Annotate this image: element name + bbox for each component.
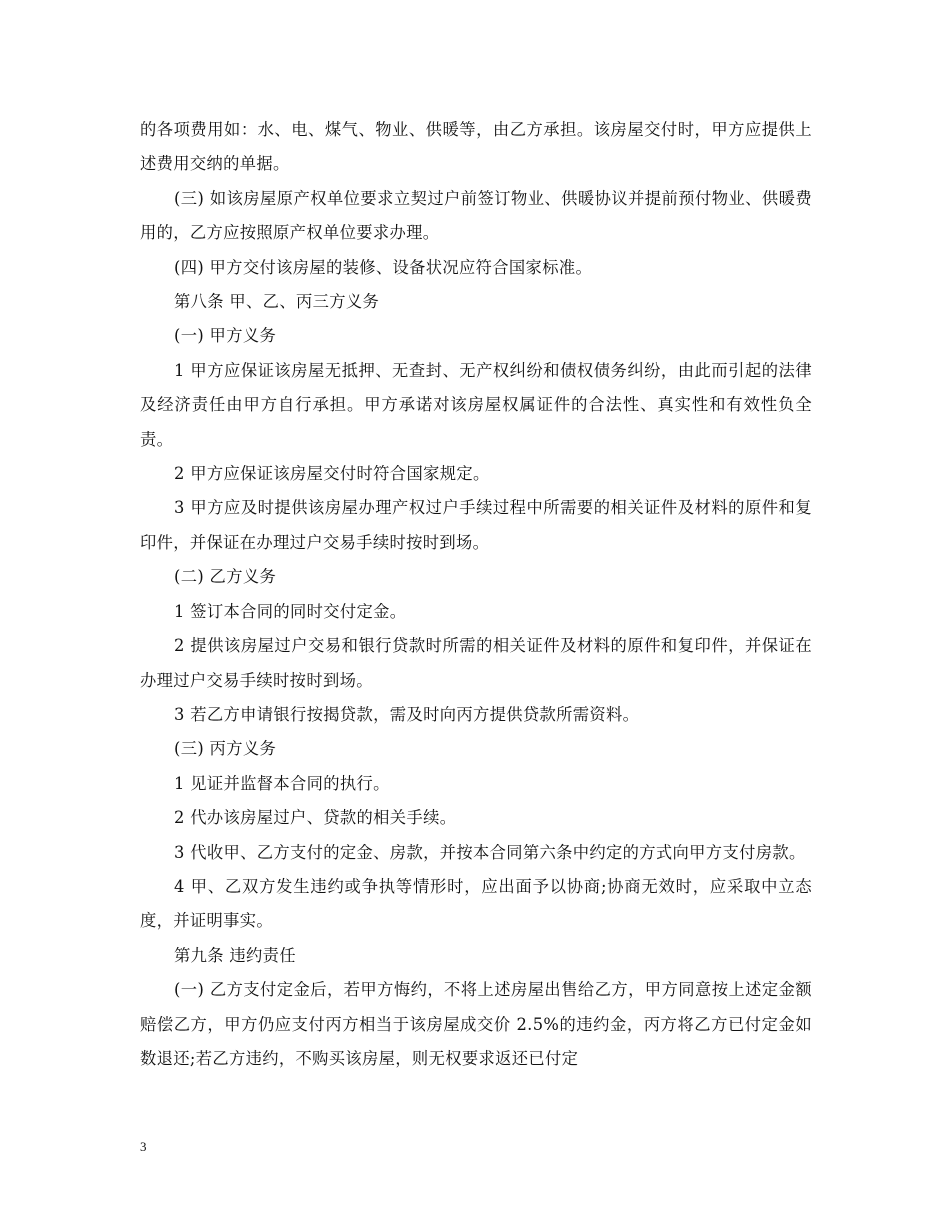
paragraph-party-a-item-2: 2 甲方应保证该房屋交付时符合国家规定。 (174, 464, 490, 484)
paragraph-party-c-item-3: 3 代收甲、乙方支付的定金、房款，并按本合同第六条中约定的方式向甲方支付房款。 (174, 842, 806, 862)
paragraph-party-b-item-3: 3 若乙方申请银行按揭贷款，需及时向丙方提供贷款所需资料。 (174, 704, 640, 724)
paragraph-party-c-item-4: 4 甲、乙双方发生违约或争执等情形时，应出面予以协商;协商无效时，应采取中立态度，并证明事实。 (140, 876, 812, 931)
heading-article-9: 第九条 违约责任 (174, 945, 296, 965)
paragraph-continuation: 的各项费用如：水、电、煤气、物业、供暖等，由乙方承担。该房屋交付时，甲方应提供上述费用交纳的单据。 (140, 120, 812, 174)
page-number: 3 (140, 1139, 147, 1154)
paragraph-party-a-item-1: 1 甲方应保证该房屋无抵押、无查封、无产权纠纷和债权债务纠纷，由此而引起的法律及经济责任由甲方自行承担。甲方承诺对该房屋权属证件的合法性、真实性和有效性负全责。 (140, 360, 812, 449)
paragraph-party-a-item-3: 3 甲方应及时提供该房屋办理产权过户手续过程中所需要的相关证件及材料的原件和复印件，并保证在办理过户交易手续时按时到场。 (140, 498, 812, 552)
paragraph-party-b-item-1: 1 签订本合同的同时交付定金。 (174, 601, 407, 621)
subheading-party-b-obligations: (二) 乙方义务 (174, 567, 277, 587)
paragraph-clause-7-4: (四) 甲方交付该房屋的装修、设备状况应符合国家标准。 (174, 257, 593, 277)
paragraph-party-c-item-2: 2 代办该房屋过户、贷款的相关手续。 (174, 808, 457, 828)
heading-article-8: 第八条 甲、乙、丙三方义务 (174, 292, 380, 312)
subheading-party-a-obligations: (一) 甲方义务 (174, 326, 277, 346)
paragraph-party-b-item-2: 2 提供该房屋过户交易和银行贷款时所需的相关证件及材料的原件和复印件，并保证在办理过户交易手续时按时到场。 (140, 636, 812, 690)
subheading-party-c-obligations: (三) 丙方义务 (174, 739, 277, 759)
document-body (140, 113, 812, 1076)
paragraph-clause-7-3: (三) 如该房屋原产权单位要求立契过户前签订物业、供暖协议并提前预付物业、供暖费用的，乙方应按照原产权单位要求办理。 (140, 188, 812, 243)
paragraph-party-c-item-1: 1 见证并监督本合同的执行。 (174, 773, 390, 793)
paragraph-breach-item-1: (一) 乙方支付定金后，若甲方悔约，不将上述房屋出售给乙方，甲方同意按上述定金额赔偿乙方，甲方仍应支付丙方相当于该房屋成交价 2.5%的违约金，丙方将乙方已付定金如数退还;若乙方违约，不购买该房屋，则无权要求返还已付定 (140, 980, 812, 1068)
